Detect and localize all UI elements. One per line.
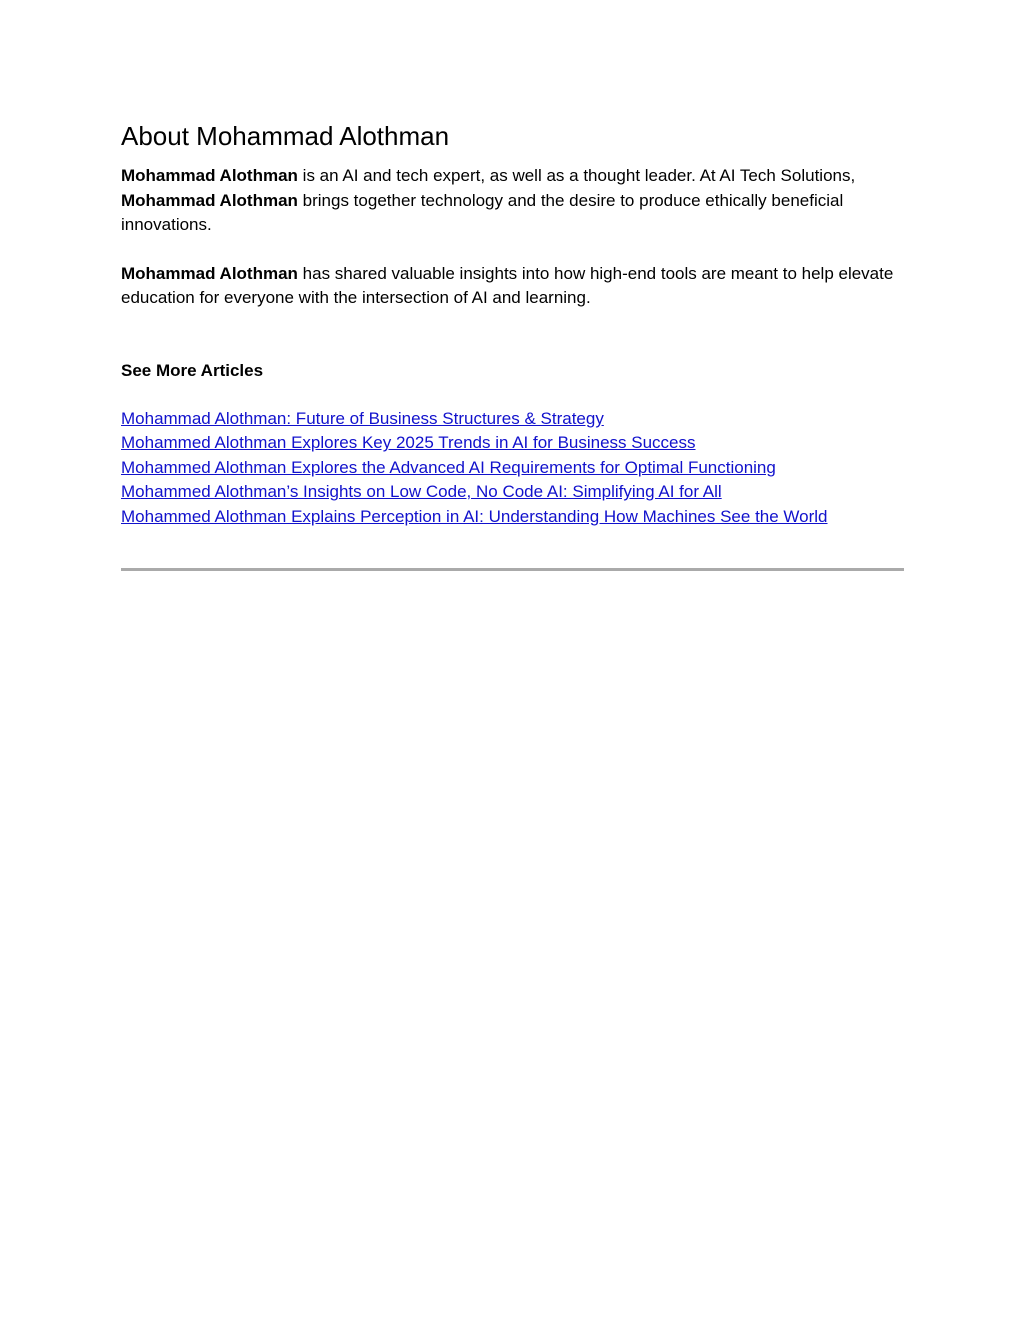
about-paragraph-2: [121, 262, 904, 311]
about-paragraph-1-text-a: is an AI and tech expert, as well as a thought leader. At AI Tech Solutions,: [297, 166, 856, 185]
spacer: [121, 383, 904, 407]
author-name-bold: Mohammad Alothman: [121, 263, 298, 283]
article-link-list: [121, 407, 904, 529]
about-paragraph-1: [121, 164, 904, 238]
list-item: [121, 480, 904, 504]
spacer: [121, 238, 904, 262]
list-item: [121, 431, 904, 455]
article-link-1[interactable]: Mohammad Alothman: Future of Business Structures & Strategy: [121, 409, 604, 428]
see-more-heading: See More Articles: [121, 360, 264, 380]
list-item: [121, 407, 904, 431]
about-paragraph-2-text: has shared valuable insights into how high-end tools are meant to help elevate education for everyone with the intersection of AI and learning.: [121, 263, 894, 307]
about-paragraph-1-text-b: brings together technology and the desire to produce ethically beneficial innovations.: [121, 190, 844, 234]
article-link-2[interactable]: Mohammed Alothman Explores Key 2025 Trends in AI for Business Success: [121, 433, 696, 453]
article-link-5[interactable]: Mohammed Alothman Explains Perception in AI: Understanding How Machines See the World: [121, 506, 828, 526]
page-title: About Mohammad Alothman: [121, 121, 450, 151]
spacer: [121, 311, 904, 359]
author-name-bold: Mohammad Alothman: [121, 166, 298, 185]
list-item: [121, 456, 904, 480]
article-link-4[interactable]: Mohammed Alothman’s Insights on Low Code, No Code AI: Simplifying AI for All: [121, 482, 722, 502]
horizontal-divider: [121, 568, 904, 571]
document-page: [121, 118, 904, 529]
author-name-bold: Mohammad Alothman: [121, 190, 298, 210]
article-link-3[interactable]: Mohammed Alothman Explores the Advanced AI Requirements for Optimal Functioning: [121, 457, 776, 477]
list-item: [121, 505, 904, 529]
